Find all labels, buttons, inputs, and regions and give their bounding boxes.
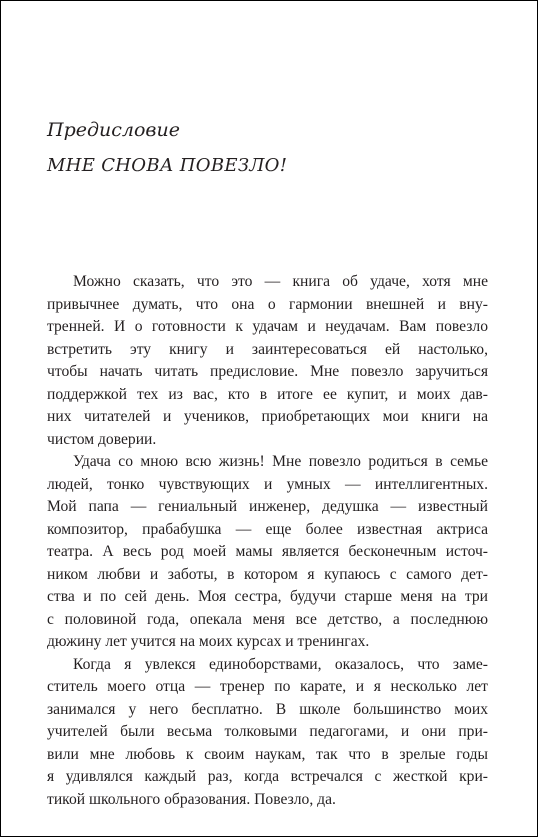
text-line: театра. А весь род моей мамы является бесконечным источ- xyxy=(47,543,488,560)
text-line: с половиной года, опекала меня все детство, а последнюю xyxy=(47,610,488,628)
text-line: тренней. И о готовности к удачам и неудачам. Вам повезло xyxy=(47,318,488,335)
chapter-title: МНЕ СНОВА ПОВЕЗЛО! xyxy=(47,155,288,176)
text-line: чтобы начать читать предисловие. Мне повезло заручиться xyxy=(47,363,488,380)
text-line: вили мне любовь к своим наукам, так что в зрелые годы xyxy=(47,745,488,763)
text-line: занимался у него бесплатно. В школе большинство моих xyxy=(47,700,488,718)
text-line: чистом доверии. xyxy=(47,430,157,448)
text-line: Мой папа — гениальный инженер, дедушка — известный xyxy=(47,498,488,515)
text-line: Можно сказать, что это — книга об удаче, хотя мне xyxy=(73,273,488,290)
text-line: Когда я увлекся единоборствами, оказалось, что заме- xyxy=(73,655,488,673)
text-line: ства и по сей день. Моя сестра, будучи старше меня на три xyxy=(47,588,488,605)
paragraph-1 xyxy=(47,271,488,451)
paragraph-3 xyxy=(47,654,488,812)
text-line: них читателей и учеников, приобретающих мои книги на xyxy=(47,408,488,425)
text-line: учителей были весьма толковыми педагогами, и они при- xyxy=(47,723,488,740)
text-line: людей, тонко чувствующих и умных — интеллигентных. xyxy=(47,475,488,493)
section-label: Предисловие xyxy=(47,119,180,141)
text-line: привычнее думать, что она о гармонии внешней и вну- xyxy=(47,295,488,313)
text-line: композитор, прабабушка — еще более известная актриса xyxy=(47,520,488,538)
text-line: ститель моего отца — тренер по карате, и я несколько лет xyxy=(47,678,488,695)
text-line: ником любви и заботы, в котором я купаюсь с самого дет- xyxy=(47,565,488,583)
text-line: дюжину лет учится на моих курсах и тренингах. xyxy=(47,633,370,650)
paragraph-2 xyxy=(47,451,488,654)
text-line: поддержкой тех из вас, кто в итоге ее купит, и моих дав- xyxy=(47,385,488,403)
text-line: Удача со мною всю жизнь! Мне повезло родиться в семье xyxy=(73,453,488,470)
text-line: встретить эту книгу и заинтересоваться ей настолько, xyxy=(47,340,488,358)
text-line: я удивлялся каждый раз, когда встречался с жесткой кри- xyxy=(47,768,488,785)
text-line: тикой школьного образования. Повезло, да. xyxy=(47,790,336,808)
page-body xyxy=(47,271,488,811)
